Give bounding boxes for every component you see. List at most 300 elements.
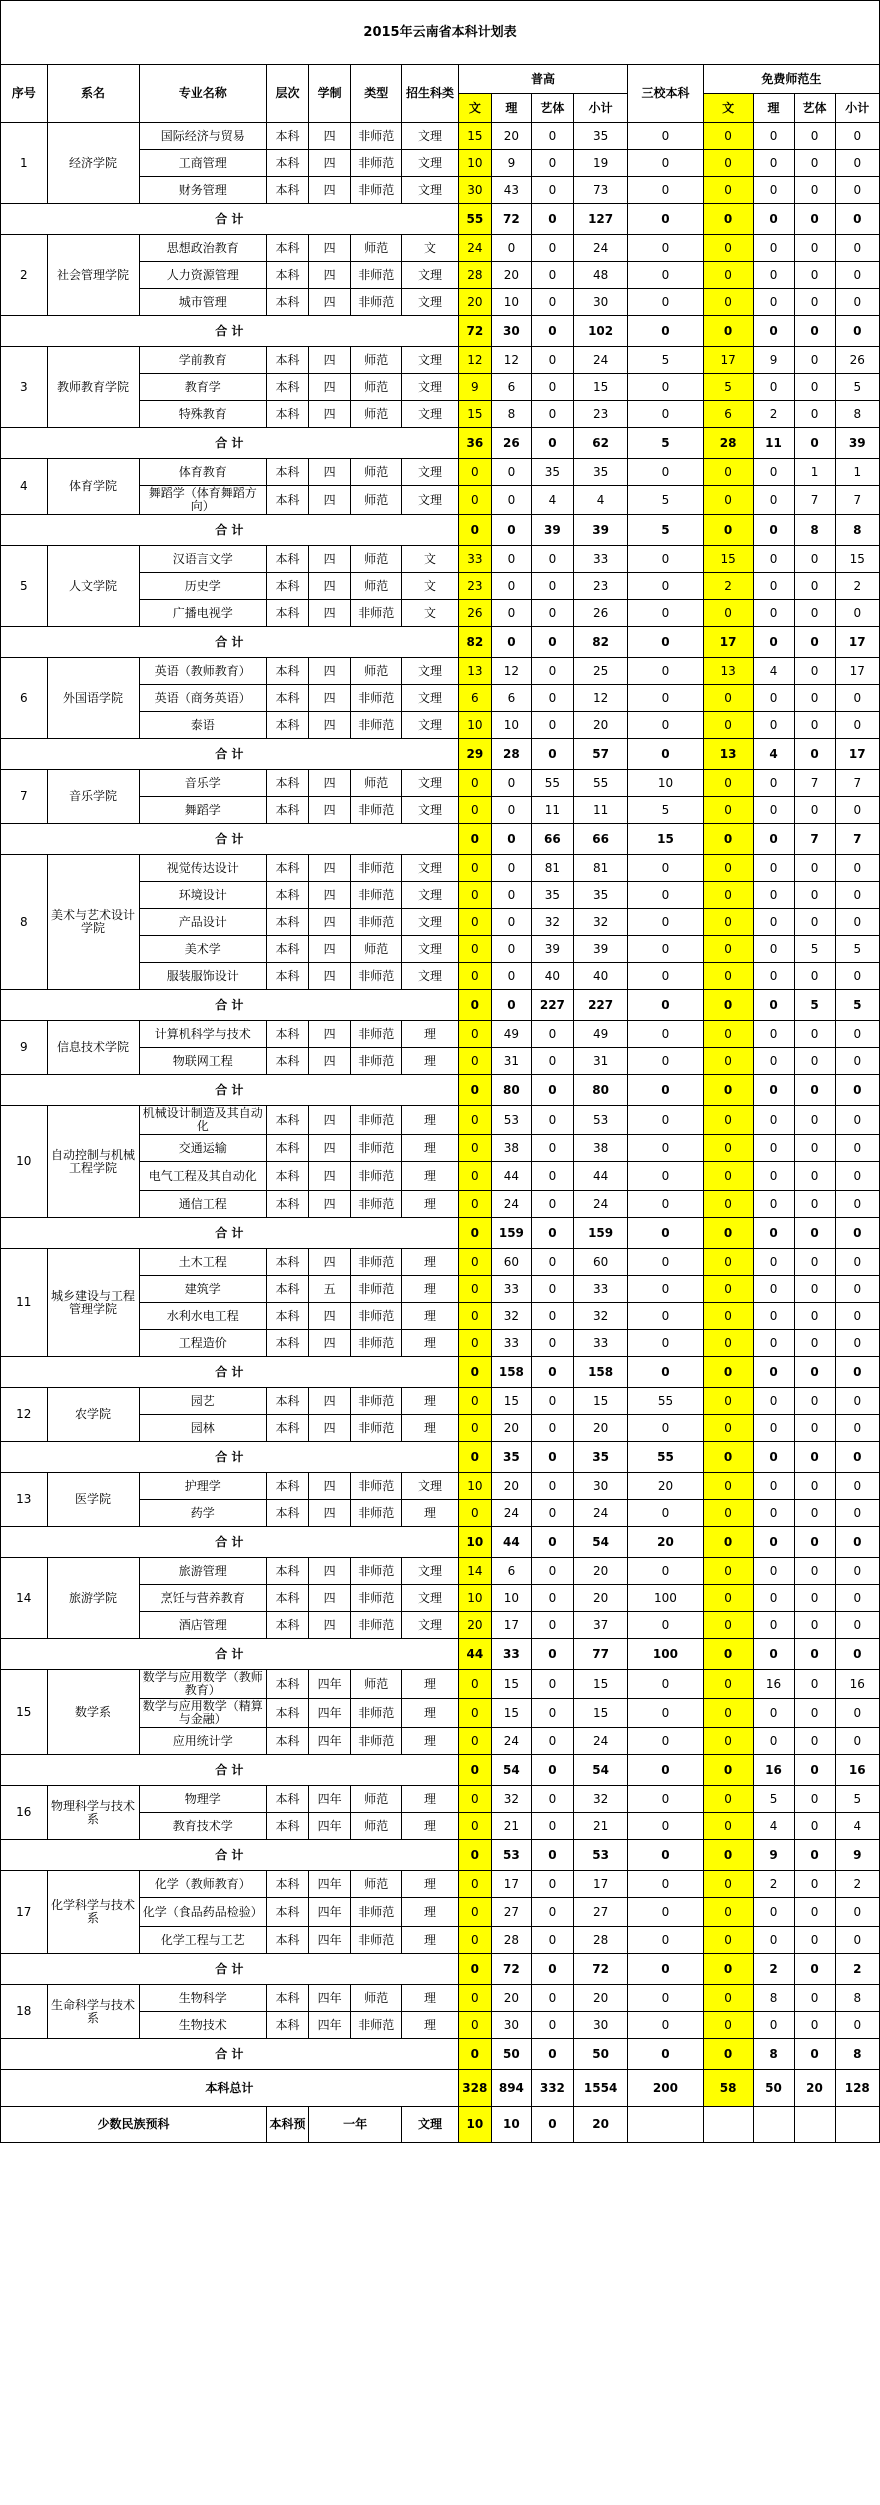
cell-free-wen: 6: [703, 401, 753, 428]
prep-sub: 20: [573, 2107, 627, 2143]
cell-li: 15: [491, 1388, 531, 1415]
cell-subject: 理: [402, 1048, 459, 1075]
cell-free-art: 1: [794, 459, 835, 486]
cell-free-wen: 0: [703, 909, 753, 936]
subtotal-label: 合 计: [1, 428, 459, 459]
cell-free-sub: 16: [835, 1670, 879, 1699]
prep-subject: 文理: [402, 2107, 459, 2143]
cell-sub: 60: [573, 1249, 627, 1276]
cell-subject: 理: [402, 1106, 459, 1135]
cell-free-art: 0: [794, 177, 835, 204]
page-title: 2015年云南省本科计划表: [0, 0, 880, 64]
cell-subject: 文: [402, 573, 459, 600]
cell-free-li: 0: [753, 1249, 794, 1276]
subtotal-label: 合 计: [1, 1075, 459, 1106]
cell-three-school: 0: [628, 1191, 703, 1218]
subtotal-row: [1, 990, 880, 1021]
cell-type: 非师范: [351, 855, 402, 882]
subtotal-free-sub: 5: [835, 990, 879, 1021]
subtotal-row: [1, 824, 880, 855]
cell-li: 21: [491, 1813, 531, 1840]
subtotal-row: [1, 739, 880, 770]
subtotal-free-sub: 8: [835, 515, 879, 546]
cell-free-li: 0: [753, 685, 794, 712]
cell-major: 水利水电工程: [139, 1303, 266, 1330]
subtotal-label: 合 计: [1, 316, 459, 347]
subtotal-three-school: 0: [628, 316, 703, 347]
subtotal-free-wen: 0: [703, 204, 753, 235]
subtotal-sub: 102: [573, 316, 627, 347]
cell-free-wen: 0: [703, 1276, 753, 1303]
subtotal-free-art: 0: [794, 1954, 835, 1985]
cell-years: 四: [309, 289, 351, 316]
header-art: 艺体: [531, 94, 573, 123]
cell-free-wen: 0: [703, 1985, 753, 2012]
subtotal-free-wen: 0: [703, 316, 753, 347]
cell-free-sub: 0: [835, 1500, 879, 1527]
cell-three-school: 0: [628, 401, 703, 428]
cell-subject: 文理: [402, 486, 459, 515]
cell-free-li: 0: [753, 1048, 794, 1075]
cell-wen: 26: [458, 600, 491, 627]
cell-free-sub: 8: [835, 401, 879, 428]
cell-three-school: 0: [628, 177, 703, 204]
cell-years: 四: [309, 1558, 351, 1585]
subtotal-free-li: 0: [753, 627, 794, 658]
cell-free-art: 0: [794, 1699, 835, 1728]
subtotal-label: 合 计: [1, 1639, 459, 1670]
cell-free-sub: 15: [835, 546, 879, 573]
cell-art: 0: [531, 1786, 573, 1813]
cell-free-li: 0: [753, 1898, 794, 1927]
cell-years: 四: [309, 546, 351, 573]
cell-level: 本科: [266, 936, 308, 963]
row-number: 6: [1, 658, 48, 739]
subtotal-wen: 0: [458, 1357, 491, 1388]
cell-wen: 0: [458, 1106, 491, 1135]
subtotal-free-li: 0: [753, 1218, 794, 1249]
cell-li: 49: [491, 1021, 531, 1048]
table-row: [1, 1786, 880, 1813]
subtotal-wen: 29: [458, 739, 491, 770]
cell-free-art: 0: [794, 150, 835, 177]
cell-three-school: 0: [628, 150, 703, 177]
cell-li: 43: [491, 177, 531, 204]
subtotal-free-art: 8: [794, 515, 835, 546]
cell-major: 药学: [139, 1500, 266, 1527]
cell-free-sub: 0: [835, 1558, 879, 1585]
cell-level: 本科: [266, 289, 308, 316]
cell-free-li: 0: [753, 1927, 794, 1954]
cell-wen: 0: [458, 909, 491, 936]
cell-three-school: 0: [628, 1670, 703, 1699]
cell-level: 本科: [266, 1786, 308, 1813]
subtotal-wen: 72: [458, 316, 491, 347]
cell-type: 师范: [351, 1985, 402, 2012]
cell-li: 15: [491, 1670, 531, 1699]
cell-subject: 理: [402, 1021, 459, 1048]
cell-major: 建筑学: [139, 1276, 266, 1303]
cell-sub: 20: [573, 1415, 627, 1442]
cell-free-wen: 0: [703, 486, 753, 515]
cell-type: 师范: [351, 658, 402, 685]
cell-free-sub: 0: [835, 882, 879, 909]
cell-free-li: 0: [753, 289, 794, 316]
cell-level: 本科: [266, 1558, 308, 1585]
cell-major: 物联网工程: [139, 1048, 266, 1075]
cell-sub: 32: [573, 909, 627, 936]
cell-subject: 文理: [402, 150, 459, 177]
cell-wen: 0: [458, 2012, 491, 2039]
cell-level: 本科: [266, 1303, 308, 1330]
cell-three-school: 0: [628, 1303, 703, 1330]
cell-major: 园林: [139, 1415, 266, 1442]
cell-level: 本科: [266, 1106, 308, 1135]
subtotal-free-wen: 0: [703, 1527, 753, 1558]
subtotal-free-wen: 0: [703, 1755, 753, 1786]
cell-free-li: 0: [753, 1500, 794, 1527]
cell-sub: 81: [573, 855, 627, 882]
cell-major: 数学与应用数学（精算与金融）: [139, 1699, 266, 1728]
cell-major: 园艺: [139, 1388, 266, 1415]
cell-major: 英语（商务英语）: [139, 685, 266, 712]
row-number: 3: [1, 347, 48, 428]
subtotal-free-li: 8: [753, 2039, 794, 2070]
subtotal-li: 28: [491, 739, 531, 770]
cell-sub: 20: [573, 1985, 627, 2012]
subtotal-label: 合 计: [1, 2039, 459, 2070]
subtotal-wen: 0: [458, 1840, 491, 1871]
cell-free-sub: 0: [835, 909, 879, 936]
cell-wen: 30: [458, 177, 491, 204]
subtotal-free-art: 0: [794, 2039, 835, 2070]
cell-three-school: 0: [628, 600, 703, 627]
subtotal-row: [1, 204, 880, 235]
subtotal-wen: 0: [458, 1755, 491, 1786]
cell-free-wen: 0: [703, 1249, 753, 1276]
cell-sub: 35: [573, 882, 627, 909]
cell-type: 师范: [351, 546, 402, 573]
cell-li: 20: [491, 262, 531, 289]
cell-free-wen: 0: [703, 235, 753, 262]
subtotal-three-school: 0: [628, 1954, 703, 1985]
row-number: 13: [1, 1473, 48, 1527]
department-name: 农学院: [47, 1388, 139, 1442]
cell-wen: 15: [458, 123, 491, 150]
cell-free-art: 0: [794, 1813, 835, 1840]
cell-major: 产品设计: [139, 909, 266, 936]
subtotal-free-li: 0: [753, 515, 794, 546]
prep-level: 本科预: [266, 2107, 308, 2143]
cell-free-li: 0: [753, 235, 794, 262]
cell-three-school: 0: [628, 459, 703, 486]
cell-years: 四: [309, 262, 351, 289]
cell-type: 师范: [351, 401, 402, 428]
cell-free-wen: 0: [703, 600, 753, 627]
cell-li: 32: [491, 1786, 531, 1813]
department-name: 体育学院: [47, 459, 139, 515]
cell-free-wen: 0: [703, 1786, 753, 1813]
cell-years: 四: [309, 235, 351, 262]
cell-art: 0: [531, 1585, 573, 1612]
cell-three-school: 0: [628, 936, 703, 963]
cell-major: 服装服饰设计: [139, 963, 266, 990]
cell-type: 非师范: [351, 1415, 402, 1442]
cell-three-school: 0: [628, 1786, 703, 1813]
cell-wen: 0: [458, 770, 491, 797]
prep-li: 10: [491, 2107, 531, 2143]
subtotal-free-li: 4: [753, 739, 794, 770]
cell-free-art: 0: [794, 1415, 835, 1442]
cell-level: 本科: [266, 855, 308, 882]
subtotal-free-art: 5: [794, 990, 835, 1021]
cell-sub: 49: [573, 1021, 627, 1048]
cell-free-li: 0: [753, 1388, 794, 1415]
cell-major: 国际经济与贸易: [139, 123, 266, 150]
subtotal-li: 44: [491, 1527, 531, 1558]
cell-free-sub: 0: [835, 1048, 879, 1075]
cell-li: 24: [491, 1728, 531, 1755]
cell-art: 0: [531, 289, 573, 316]
cell-sub: 15: [573, 1670, 627, 1699]
cell-sub: 24: [573, 1191, 627, 1218]
cell-three-school: 0: [628, 1048, 703, 1075]
cell-free-li: 0: [753, 855, 794, 882]
cell-free-sub: 0: [835, 262, 879, 289]
cell-sub: 11: [573, 797, 627, 824]
cell-level: 本科: [266, 1985, 308, 2012]
cell-free-art: 0: [794, 855, 835, 882]
cell-free-li: 0: [753, 1612, 794, 1639]
cell-three-school: 0: [628, 1699, 703, 1728]
subtotal-label: 合 计: [1, 204, 459, 235]
cell-years: 四年: [309, 1985, 351, 2012]
subtotal-li: 0: [491, 824, 531, 855]
cell-art: 55: [531, 770, 573, 797]
cell-li: 0: [491, 882, 531, 909]
cell-free-li: 4: [753, 658, 794, 685]
cell-free-li: 0: [753, 486, 794, 515]
cell-li: 38: [491, 1135, 531, 1162]
cell-years: 四: [309, 855, 351, 882]
subtotal-art: 0: [531, 1527, 573, 1558]
cell-free-art: 0: [794, 1585, 835, 1612]
subtotal-free-art: 0: [794, 1442, 835, 1473]
subtotal-free-sub: 0: [835, 316, 879, 347]
cell-sub: 21: [573, 1813, 627, 1840]
subtotal-three-school: 0: [628, 1840, 703, 1871]
cell-type: 非师范: [351, 1699, 402, 1728]
cell-wen: 0: [458, 459, 491, 486]
cell-three-school: 0: [628, 1813, 703, 1840]
cell-level: 本科: [266, 909, 308, 936]
cell-free-sub: 0: [835, 235, 879, 262]
cell-free-art: 7: [794, 770, 835, 797]
subtotal-row: [1, 428, 880, 459]
cell-subject: 理: [402, 1699, 459, 1728]
subtotal-li: 0: [491, 990, 531, 1021]
subtotal-free-sub: 0: [835, 1075, 879, 1106]
cell-free-sub: 0: [835, 2012, 879, 2039]
cell-free-sub: 0: [835, 1249, 879, 1276]
subtotal-free-art: 7: [794, 824, 835, 855]
table-row: [1, 1871, 880, 1898]
prep-label: 少数民族预科: [1, 2107, 267, 2143]
cell-free-li: 0: [753, 1728, 794, 1755]
cell-wen: 0: [458, 1021, 491, 1048]
department-name: 外国语学院: [47, 658, 139, 739]
cell-subject: 理: [402, 1927, 459, 1954]
header-major: 专业名称: [139, 65, 266, 123]
subtotal-three-school: 100: [628, 1639, 703, 1670]
subtotal-li: 72: [491, 204, 531, 235]
department-name: 教师教育学院: [47, 347, 139, 428]
cell-subject: 文理: [402, 936, 459, 963]
subtotal-free-art: 0: [794, 1527, 835, 1558]
cell-type: 非师范: [351, 1728, 402, 1755]
cell-three-school: 0: [628, 262, 703, 289]
cell-three-school: 0: [628, 1330, 703, 1357]
cell-three-school: 0: [628, 1871, 703, 1898]
cell-free-wen: 0: [703, 797, 753, 824]
cell-art: 39: [531, 936, 573, 963]
cell-subject: 理: [402, 1786, 459, 1813]
cell-years: 四: [309, 600, 351, 627]
subtotal-free-sub: 0: [835, 1442, 879, 1473]
table-row: [1, 1473, 880, 1500]
cell-major: 英语（教师教育）: [139, 658, 266, 685]
cell-sub: 33: [573, 1330, 627, 1357]
cell-free-art: 0: [794, 1985, 835, 2012]
cell-free-sub: 0: [835, 1699, 879, 1728]
cell-major: 思想政治教育: [139, 235, 266, 262]
cell-level: 本科: [266, 486, 308, 515]
cell-free-sub: 0: [835, 1388, 879, 1415]
subtotal-label: 合 计: [1, 1954, 459, 1985]
subtotal-free-li: 2: [753, 1954, 794, 1985]
subtotal-free-sub: 9: [835, 1840, 879, 1871]
cell-free-sub: 0: [835, 855, 879, 882]
cell-wen: 0: [458, 1048, 491, 1075]
cell-major: 视觉传达设计: [139, 855, 266, 882]
cell-wen: 0: [458, 1330, 491, 1357]
cell-li: 0: [491, 909, 531, 936]
cell-art: 81: [531, 855, 573, 882]
subtotal-three-school: 0: [628, 739, 703, 770]
cell-li: 33: [491, 1330, 531, 1357]
cell-li: 17: [491, 1612, 531, 1639]
cell-wen: 0: [458, 486, 491, 515]
cell-art: 0: [531, 2012, 573, 2039]
cell-free-li: 0: [753, 459, 794, 486]
cell-art: 0: [531, 1249, 573, 1276]
subtotal-wen: 0: [458, 515, 491, 546]
cell-wen: 0: [458, 936, 491, 963]
table-row: [1, 1558, 880, 1585]
cell-free-li: 0: [753, 963, 794, 990]
subtotal-free-wen: 17: [703, 627, 753, 658]
cell-art: 40: [531, 963, 573, 990]
prep-years: 一年: [309, 2107, 402, 2143]
cell-free-art: 0: [794, 658, 835, 685]
cell-li: 12: [491, 658, 531, 685]
cell-free-li: 0: [753, 1473, 794, 1500]
cell-li: 24: [491, 1191, 531, 1218]
cell-sub: 44: [573, 1162, 627, 1191]
subtotal-row: [1, 515, 880, 546]
subtotal-free-art: 0: [794, 1639, 835, 1670]
cell-sub: 37: [573, 1612, 627, 1639]
cell-free-wen: 0: [703, 289, 753, 316]
cell-major: 土木工程: [139, 1249, 266, 1276]
cell-major: 计算机科学与技术: [139, 1021, 266, 1048]
subtotal-free-sub: 8: [835, 2039, 879, 2070]
cell-free-sub: 0: [835, 1276, 879, 1303]
grand-total-art: 332: [531, 2070, 573, 2107]
cell-free-li: 0: [753, 374, 794, 401]
cell-type: 非师范: [351, 289, 402, 316]
row-number: 10: [1, 1106, 48, 1218]
cell-free-wen: 0: [703, 1898, 753, 1927]
cell-free-wen: 0: [703, 712, 753, 739]
subtotal-label: 合 计: [1, 990, 459, 1021]
subtotal-free-wen: 13: [703, 739, 753, 770]
department-name: 社会管理学院: [47, 235, 139, 316]
subtotal-three-school: 0: [628, 1218, 703, 1249]
header-free-li: 理: [753, 94, 794, 123]
cell-li: 0: [491, 459, 531, 486]
cell-subject: 理: [402, 1500, 459, 1527]
cell-wen: 10: [458, 1473, 491, 1500]
cell-type: 非师范: [351, 1898, 402, 1927]
grand-total-free-li: 50: [753, 2070, 794, 2107]
cell-free-sub: 2: [835, 573, 879, 600]
grand-total-row: [1, 2070, 880, 2107]
cell-art: 0: [531, 1021, 573, 1048]
subtotal-free-art: 0: [794, 1357, 835, 1388]
cell-three-school: 0: [628, 1276, 703, 1303]
subtotal-row: [1, 627, 880, 658]
subtotal-sub: 54: [573, 1527, 627, 1558]
cell-free-wen: 0: [703, 1330, 753, 1357]
prep-art: 0: [531, 2107, 573, 2143]
cell-subject: 理: [402, 1303, 459, 1330]
cell-years: 四: [309, 1585, 351, 1612]
subtotal-sub: 39: [573, 515, 627, 546]
prep-free-li: [753, 2107, 794, 2143]
header-wen: 文: [458, 94, 491, 123]
cell-free-art: 0: [794, 797, 835, 824]
cell-type: 师范: [351, 1786, 402, 1813]
cell-sub: 24: [573, 1500, 627, 1527]
cell-level: 本科: [266, 1612, 308, 1639]
subtotal-sub: 50: [573, 2039, 627, 2070]
cell-years: 五: [309, 1276, 351, 1303]
department-name: 美术与艺术设计学院: [47, 855, 139, 990]
cell-free-wen: 0: [703, 770, 753, 797]
cell-major: 泰语: [139, 712, 266, 739]
subtotal-free-wen: 0: [703, 1639, 753, 1670]
cell-li: 24: [491, 1500, 531, 1527]
header-free-wen: 文: [703, 94, 753, 123]
cell-type: 师范: [351, 770, 402, 797]
cell-art: 0: [531, 1473, 573, 1500]
cell-art: 0: [531, 1303, 573, 1330]
header-years: 学制: [309, 65, 351, 123]
subtotal-li: 54: [491, 1755, 531, 1786]
cell-level: 本科: [266, 401, 308, 428]
cell-level: 本科: [266, 1191, 308, 1218]
